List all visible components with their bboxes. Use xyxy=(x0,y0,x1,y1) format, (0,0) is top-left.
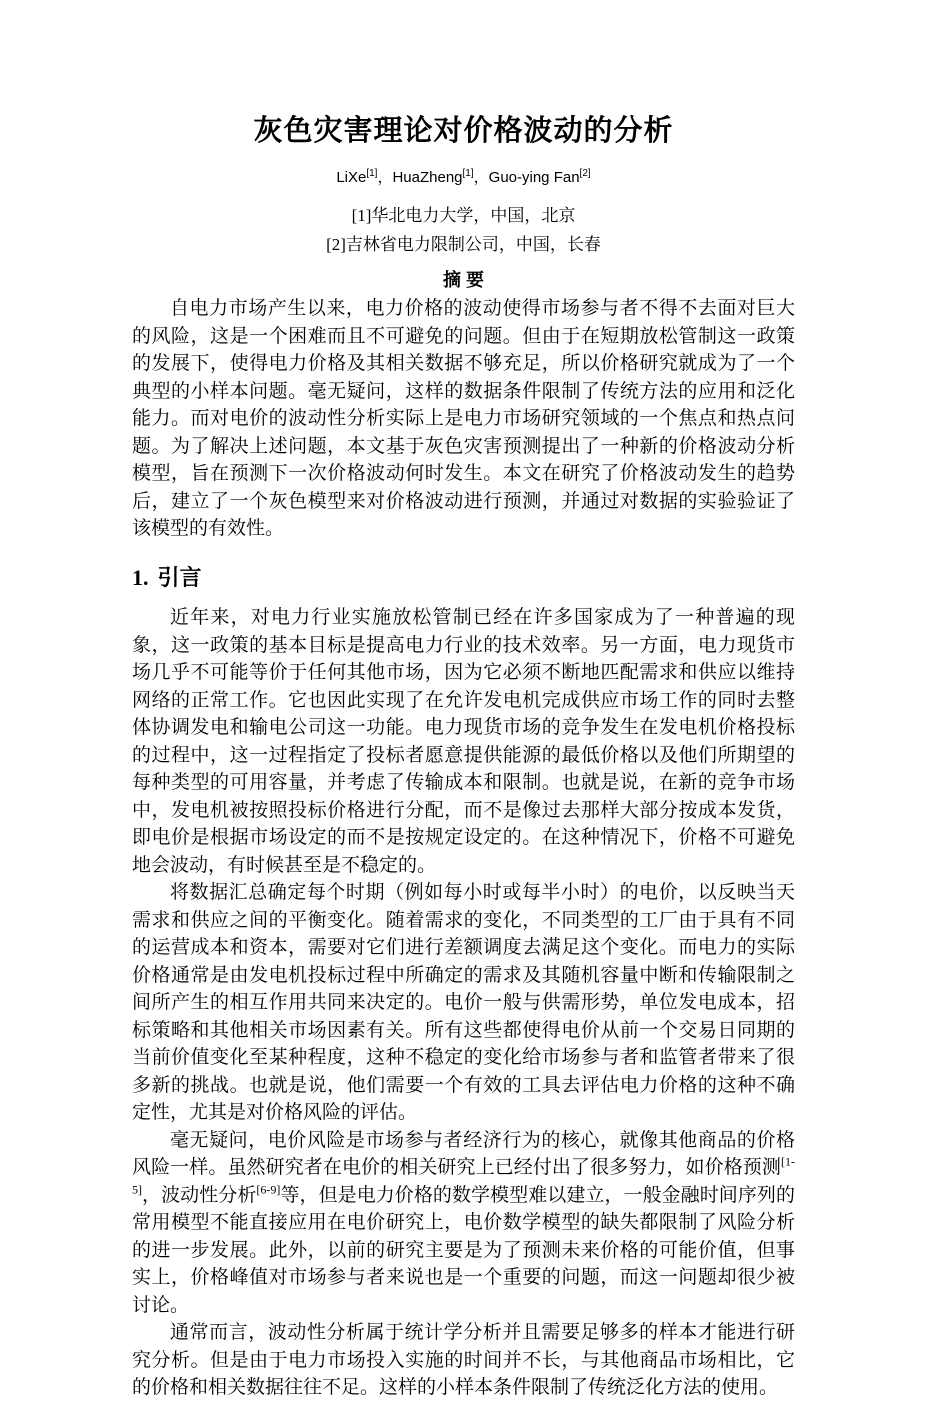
abstract-text: 自电力市场产生以来，电力价格的波动使得市场参与者不得不去面对巨大的风险，这是一个困难而且不可避免的问题。但由于在短期放松管制这一政策的发展下，使得电力价格及其相关数据不够充足，所以价格研究就成为了一个典型的小样本问题。毫无疑问，这样的数据条件限制了传统方法的应用和泛化能力。而对电价的波动性分析实际上是电力市场研究领域的一个焦点和热点问题。为了解决上述问题，本文基于灰色灾害预测提出了一种新的价格波动分析模型，旨在预测下一次价格波动何时发生。本文在研究了价格波动发生的趋势后，建立了一个灰色模型来对价格波动进行预测，并通过对数据的实验验证了该模型的有效性。 xyxy=(132,298,795,540)
author-name-2: ，HuaZheng xyxy=(377,169,463,187)
author-line xyxy=(132,168,795,188)
paragraph-3-segment-a: 毫无疑问，电价风险是市场参与者经济行为的核心，就像其他商品的价格风险一样。虽然研究者在电价的相关研究上已经付出了很多努力，如价格预测 xyxy=(132,1129,795,1179)
author-name-1: LiXe xyxy=(336,169,367,187)
paper-title: 灰色灾害理论对价格波动的分析 xyxy=(253,115,674,147)
citation-ref-6-9: [6-9] xyxy=(256,1182,281,1197)
paragraph-3-segment-c: 等，但是电力价格的数学模型难以建立，一般金融时间序列的常用模型不能直接应用在电价研究上，电价数学模型的缺失都限制了风险分析的进一步发展。此外，以前的研究主要是为了预测未来价格的可能价值，但事实上，价格峰值对市场参与者来说也是一个重要的问题，而这一问题却很少被讨论。 xyxy=(132,1184,795,1316)
author-affil-ref-1: [1] xyxy=(366,168,378,180)
section-title: 引言 xyxy=(157,564,202,590)
section-number: 1. xyxy=(132,564,149,590)
author-name-3: ，Guo-ying Fan xyxy=(473,169,580,187)
affiliation-line-1: [1]华北电力大学，中国，北京 xyxy=(351,205,576,225)
author-affil-ref-3: [2] xyxy=(579,168,591,180)
section-heading-introduction xyxy=(132,564,795,592)
paragraph-4: 通常而言，波动性分析属于统计学分析并且需要足够多的样本才能进行研究分析。但是由于电力市场投入实施的时间并不长，与其他商品市场相比，它的价格和相关数据往往不足。这样的小样本条件限制了传统泛化方法的使用。 xyxy=(132,1322,795,1399)
affiliation-line-2: [2]吉林省电力限制公司，中国，长春 xyxy=(326,235,601,255)
abstract-heading: 摘 要 xyxy=(442,270,484,291)
paragraph-3 xyxy=(132,1127,795,1320)
citation-ref-1-5: [1-5] xyxy=(132,1155,795,1197)
author-affil-ref-2: [1] xyxy=(462,168,474,180)
paragraph-3-segment-b: ，波动性分析 xyxy=(142,1184,257,1206)
paragraph-2: 将数据汇总确定每个时期（例如每小时或每半小时）的电价，以反映当天需求和供应之间的平衡变化。随着需求的变化，不同类型的工厂由于具有不同的运营成本和资本，需要对它们进行差额调度去满足这个变化。而电力的实际价格通常是由发电机投标过程中所确定的需求及其随机容量中断和传输限制之间所产生的相互作用共同来决定的。电价一般与供需形势，单位发电成本，招标策略和其他相关市场因素有关。所有这些都使得电价从前一个交易日同期的当前价值变化至某种程度，这种不稳定的变化给市场参与者和监管者带来了很多新的挑战。也就是说，他们需要一个有效的工具去评估电力价格的这种不确定性，尤其是对价格风险的评估。 xyxy=(132,882,795,1124)
paragraph-1: 近年来，对电力行业实施放松管制已经在许多国家成为了一种普遍的现象，这一政策的基本目标是提高电力行业的技术效率。另一方面，电力现货市场几乎不可能等价于任何其他市场，因为它必须不断地匹配需求和供应以维持网络的正常工作。它也因此实现了在允许发电机完成供应市场工作的同时去整体协调发电和输电公司这一功能。电力现货市场的竞争发生在发电机价格投标的过程中，这一过程指定了投标者愿意提供能源的最低价格以及他们所期望的每种类型的可用容量，并考虑了传输成本和限制。也就是说，在新的竞争市场中，发电机被按照投标价格进行分配，而不是像过去那样大部分按成本发货，即电价是根据市场设定的而不是按规定设定的。在这种情况下，价格不可避免地会波动，有时候甚至是不稳定的。 xyxy=(132,607,795,876)
